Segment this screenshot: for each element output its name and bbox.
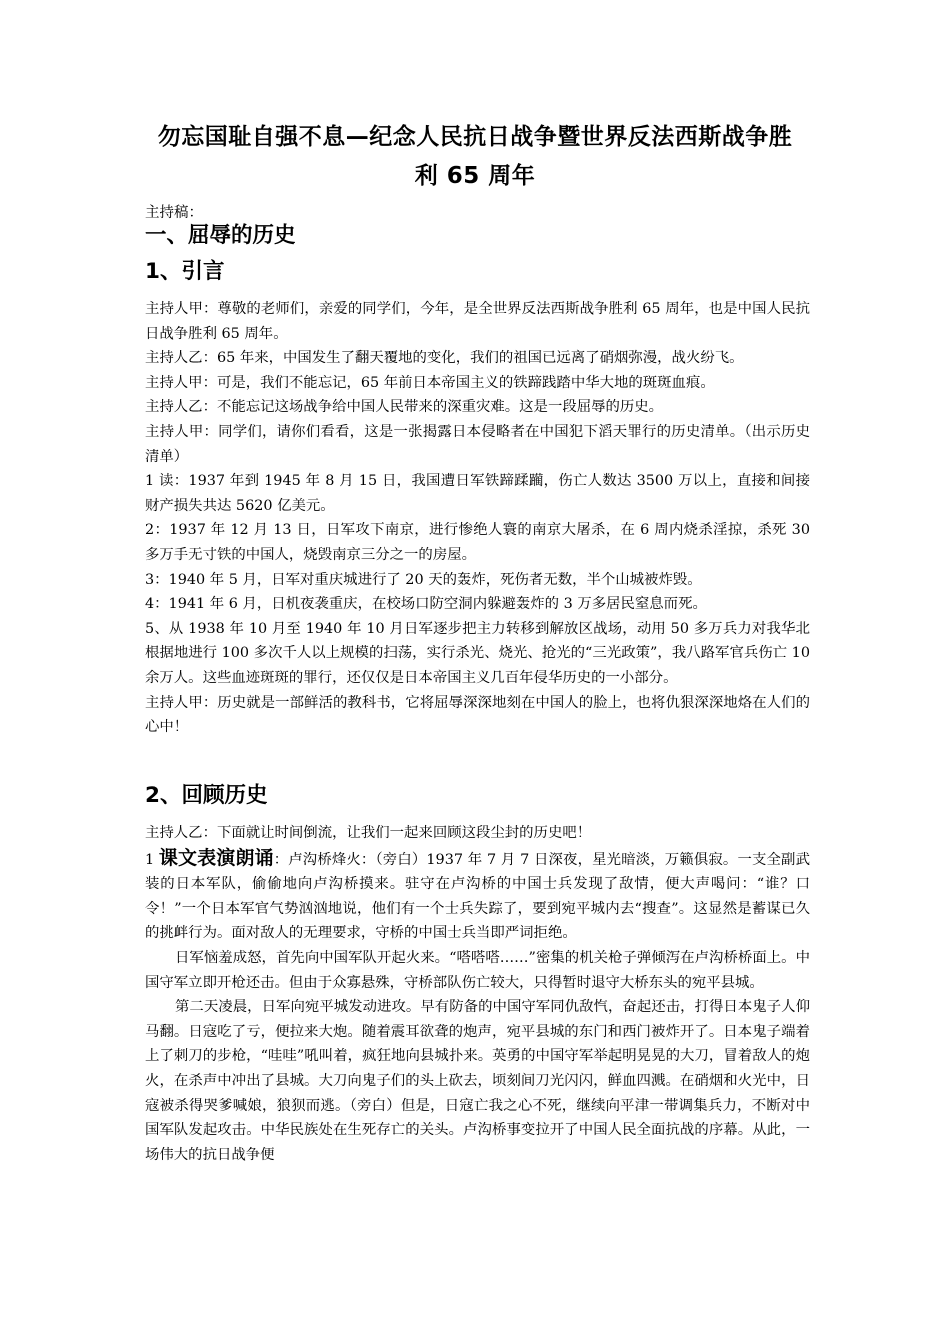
- story-paragraph: 第二天凌晨，日军向宛平城发动进攻。早有防备的中国守军同仇敌忾，奋起还击，打得日本鬼子人仰马翻。日寇吃了亏，便拉来大炮。随着震耳欲聋的炮声，宛平县城的东门和西门被炸开了。日本鬼子端着上了刺刀的步枪，“哇哇”吼叫着，疯狂地向县城扑来。英勇的中国守军举起明晃晃的大刀，冒着敌人的炮火，在杀声中冲出了县城。大刀向鬼子们的头上砍去，顷刻间刀光闪闪，鲜血四溅。在硝烟和火光中，日寇被杀得哭爹喊娘，狼狈而逃。（旁白）但是，日寇亡我之心不死，继续向平津一带调集兵力，不断对中国军队发起攻击。中华民族处在生死存亡的关头。卢沟桥事变拉开了中国人民全面抗战的序幕。从此，一场伟大的抗日战争便: [145, 999, 810, 1163]
- story-paragraph: 日军恼羞成怒，首先向中国军队开起火来。“嗒嗒嗒……”密集的机关枪子弹倾泻在卢沟桥桥面上。中国守军立即开枪还击。但由于众寡悬殊，守桥部队伤亡较大，只得暂时退守大桥东头的宛平县城。: [145, 949, 810, 991]
- review-section: [145, 821, 810, 1167]
- history-item: 3：1940 年 5 月，日军对重庆城进行了 20 天的轰炸，死伤者无数，半个山城被炸毁。: [145, 571, 702, 588]
- review-intro: 主持人乙：下面就让时间倒流，让我们一起来回顾这段尘封的历史吧！: [145, 825, 592, 841]
- intro-paragraph: 主持人乙：不能忘记这场战争给中国人民带来的深重灾难。这是一段屈辱的历史。: [145, 399, 664, 416]
- subheading-review-history: 2、回顾历史: [145, 783, 268, 808]
- lesson-number: 1: [145, 851, 159, 868]
- lesson-text: ：卢沟桥烽火：（旁白）1937 年 7 月 7 日深夜，星光暗淡，万籁俱寂。一支全副武装的日本军队，偷偷地向卢沟桥摸来。驻守在卢沟桥的中国士兵发现了敌情，便大声喝问：“谁？口令！”一个日本军官气势汹汹地说，他们有一个士兵失踪了，要到宛平城内去“搜查”。这显然是蓄谋已久的挑衅行为。面对敌人的无理要求，守桥的中国士兵当即严词拒绝。: [145, 851, 810, 942]
- intro-paragraph: 主持人甲：同学们，请你们看看，这是一张揭露日本侵略者在中国犯下滔天罪行的历史清单。（出示历史清单）: [145, 423, 810, 465]
- history-item: 2：1937 年 12 月 13 日，日军攻下南京，进行惨绝人寰的南京大屠杀，在 6 周内烧杀淫掠，杀死 30 多万手无寸铁的中国人，烧毁南京三分之一的房屋。: [145, 522, 810, 563]
- intro-paragraph: 主持人甲：历史就是一部鲜活的教科书，它将屈辱深深地刻在中国人的脸上，也将仇狠深深地烙在人们的心中！: [145, 694, 810, 736]
- history-item: 1 读：1937 年到 1945 年 8 月 15 日，我国遭日军铁蹄蹂躏，伤亡人数达 3500 万以上，直接和间接财产损失共达 5620 亿美元。: [145, 473, 810, 514]
- history-item: 4：1941 年 6 月，日机夜袭重庆，在校场口防空洞内躲避轰炸的 3 万多居民窒息而死。: [145, 596, 707, 613]
- subheading-introduction: 1、引言: [145, 259, 225, 284]
- title-line-1: 勿忘国耻自强不息—纪念人民抗日战争暨世界反法西斯战争胜: [157, 124, 793, 150]
- lesson-heading: 课文表演朗诵: [158, 846, 274, 869]
- lesson-paragraph: [145, 846, 810, 946]
- title-line-2: 利 65 周年: [414, 163, 536, 189]
- document-title: [140, 118, 810, 196]
- intro-paragraph: 主持人乙：65 年来，中国发生了翻天覆地的变化，我们的祖国已远离了硝烟弥漫，战火纷飞。: [145, 350, 744, 367]
- history-item: 5、从 1938 年 10 月至 1940 年 10 月日军逐步把主力转移到解放区战场，动用 50 多万兵力对我华北根据地进行 100 多次千人以上规模的扫荡，实行杀光、烧光、抢光的“三光政策”，我八路军官兵伤亡 10 余万人。这些血迹斑斑的罪行，还仅仅是日本帝国主义几百年侵华历史的一小部分。: [145, 620, 810, 686]
- intro-paragraph: 主持人甲：尊敬的老师们，亲爱的同学们，今年，是全世界反法西斯战争胜利 65 周年，也是中国人民抗日战争胜利 65 周年。: [145, 301, 810, 342]
- intro-section: [145, 297, 810, 740]
- section-heading-humiliating-history: 一、屈辱的历史: [145, 223, 296, 248]
- intro-paragraph: 主持人甲：可是，我们不能忘记，65 年前日本帝国主义的铁蹄践踏中华大地的斑斑血痕。: [145, 374, 715, 391]
- host-script-label: 主持稿：: [145, 205, 203, 221]
